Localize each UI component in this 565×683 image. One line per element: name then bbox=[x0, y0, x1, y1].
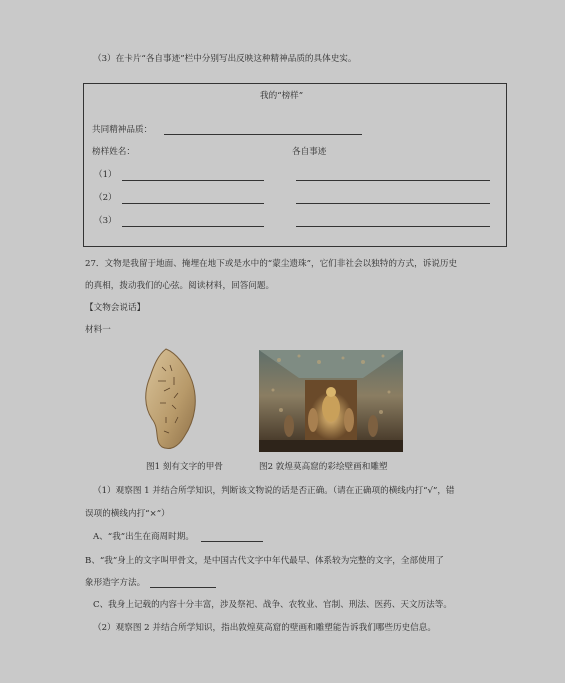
figure-1-caption: 图1 刻有文字的甲骨 bbox=[146, 462, 223, 472]
sub-question-1-line-1: （1）观察图 1 并结合所学知识，判断该文物说的话是否正确。（请在正确项的横线内打“√”，错 bbox=[93, 486, 455, 496]
sub-question-1-line-2: 误项的横线内打“×”） bbox=[85, 509, 170, 519]
option-b-line-1: B、“我”身上的文字叫甲骨文，是中国古代文字中年代最早、体系较为完整的文字，全部使用了 bbox=[85, 556, 444, 566]
deed-blank-3[interactable] bbox=[296, 226, 490, 227]
option-a-blank[interactable] bbox=[201, 541, 263, 542]
figure-2-caption: 图2 敦煌莫高窟的彩绘壁画和雕塑 bbox=[259, 462, 388, 472]
oracle-bone-image bbox=[140, 347, 202, 453]
deeds-column-header: 各自事迹 bbox=[292, 147, 327, 157]
card-title: 我的“榜样” bbox=[260, 91, 304, 101]
option-b-line-2: 象形造字方法。 bbox=[85, 578, 146, 588]
option-a: A、“我”出生在商周时期。 bbox=[93, 532, 194, 542]
option-b-blank[interactable] bbox=[150, 587, 216, 588]
name-column-header: 榜样姓名： bbox=[92, 147, 135, 157]
deed-blank-1[interactable] bbox=[296, 180, 490, 181]
role-model-card bbox=[83, 83, 507, 247]
row-number-3: （3） bbox=[94, 216, 117, 226]
row-number-2: （2） bbox=[94, 193, 117, 203]
option-c: C、我身上记载的内容十分丰富，涉及祭祀、战争、农牧业、官制、刑法、医药、天文历法等。 bbox=[93, 600, 452, 610]
shared-quality-blank[interactable] bbox=[164, 134, 362, 135]
question-27-intro-2: 的真相，拨动我们的心弦。阅读材料，回答问题。 bbox=[85, 281, 275, 291]
section-heading: 【文物会说话】 bbox=[85, 303, 146, 313]
question-26-3: （3）在卡片“各自事迹”栏中分别写出反映这种精神品质的具体史实。 bbox=[93, 54, 357, 64]
material-one-label: 材料一 bbox=[85, 325, 111, 335]
sub-question-2: （2）观察图 2 并结合所学知识，指出敦煌莫高窟的壁画和雕塑能告诉我们哪些历史信息。 bbox=[93, 623, 436, 633]
question-27-intro-1: 27．文物是我留于地面、掩埋在地下或是水中的“蒙尘遗珠”，它们非社会以独特的方式，诉说历史 bbox=[85, 259, 458, 269]
name-blank-1[interactable] bbox=[122, 180, 264, 181]
shared-quality-label: 共同精神品质： bbox=[92, 125, 153, 135]
name-blank-2[interactable] bbox=[122, 203, 264, 204]
row-number-1: （1） bbox=[94, 170, 117, 180]
deed-blank-2[interactable] bbox=[296, 203, 490, 204]
dunhuang-cave-image bbox=[259, 350, 403, 452]
name-blank-3[interactable] bbox=[122, 226, 264, 227]
